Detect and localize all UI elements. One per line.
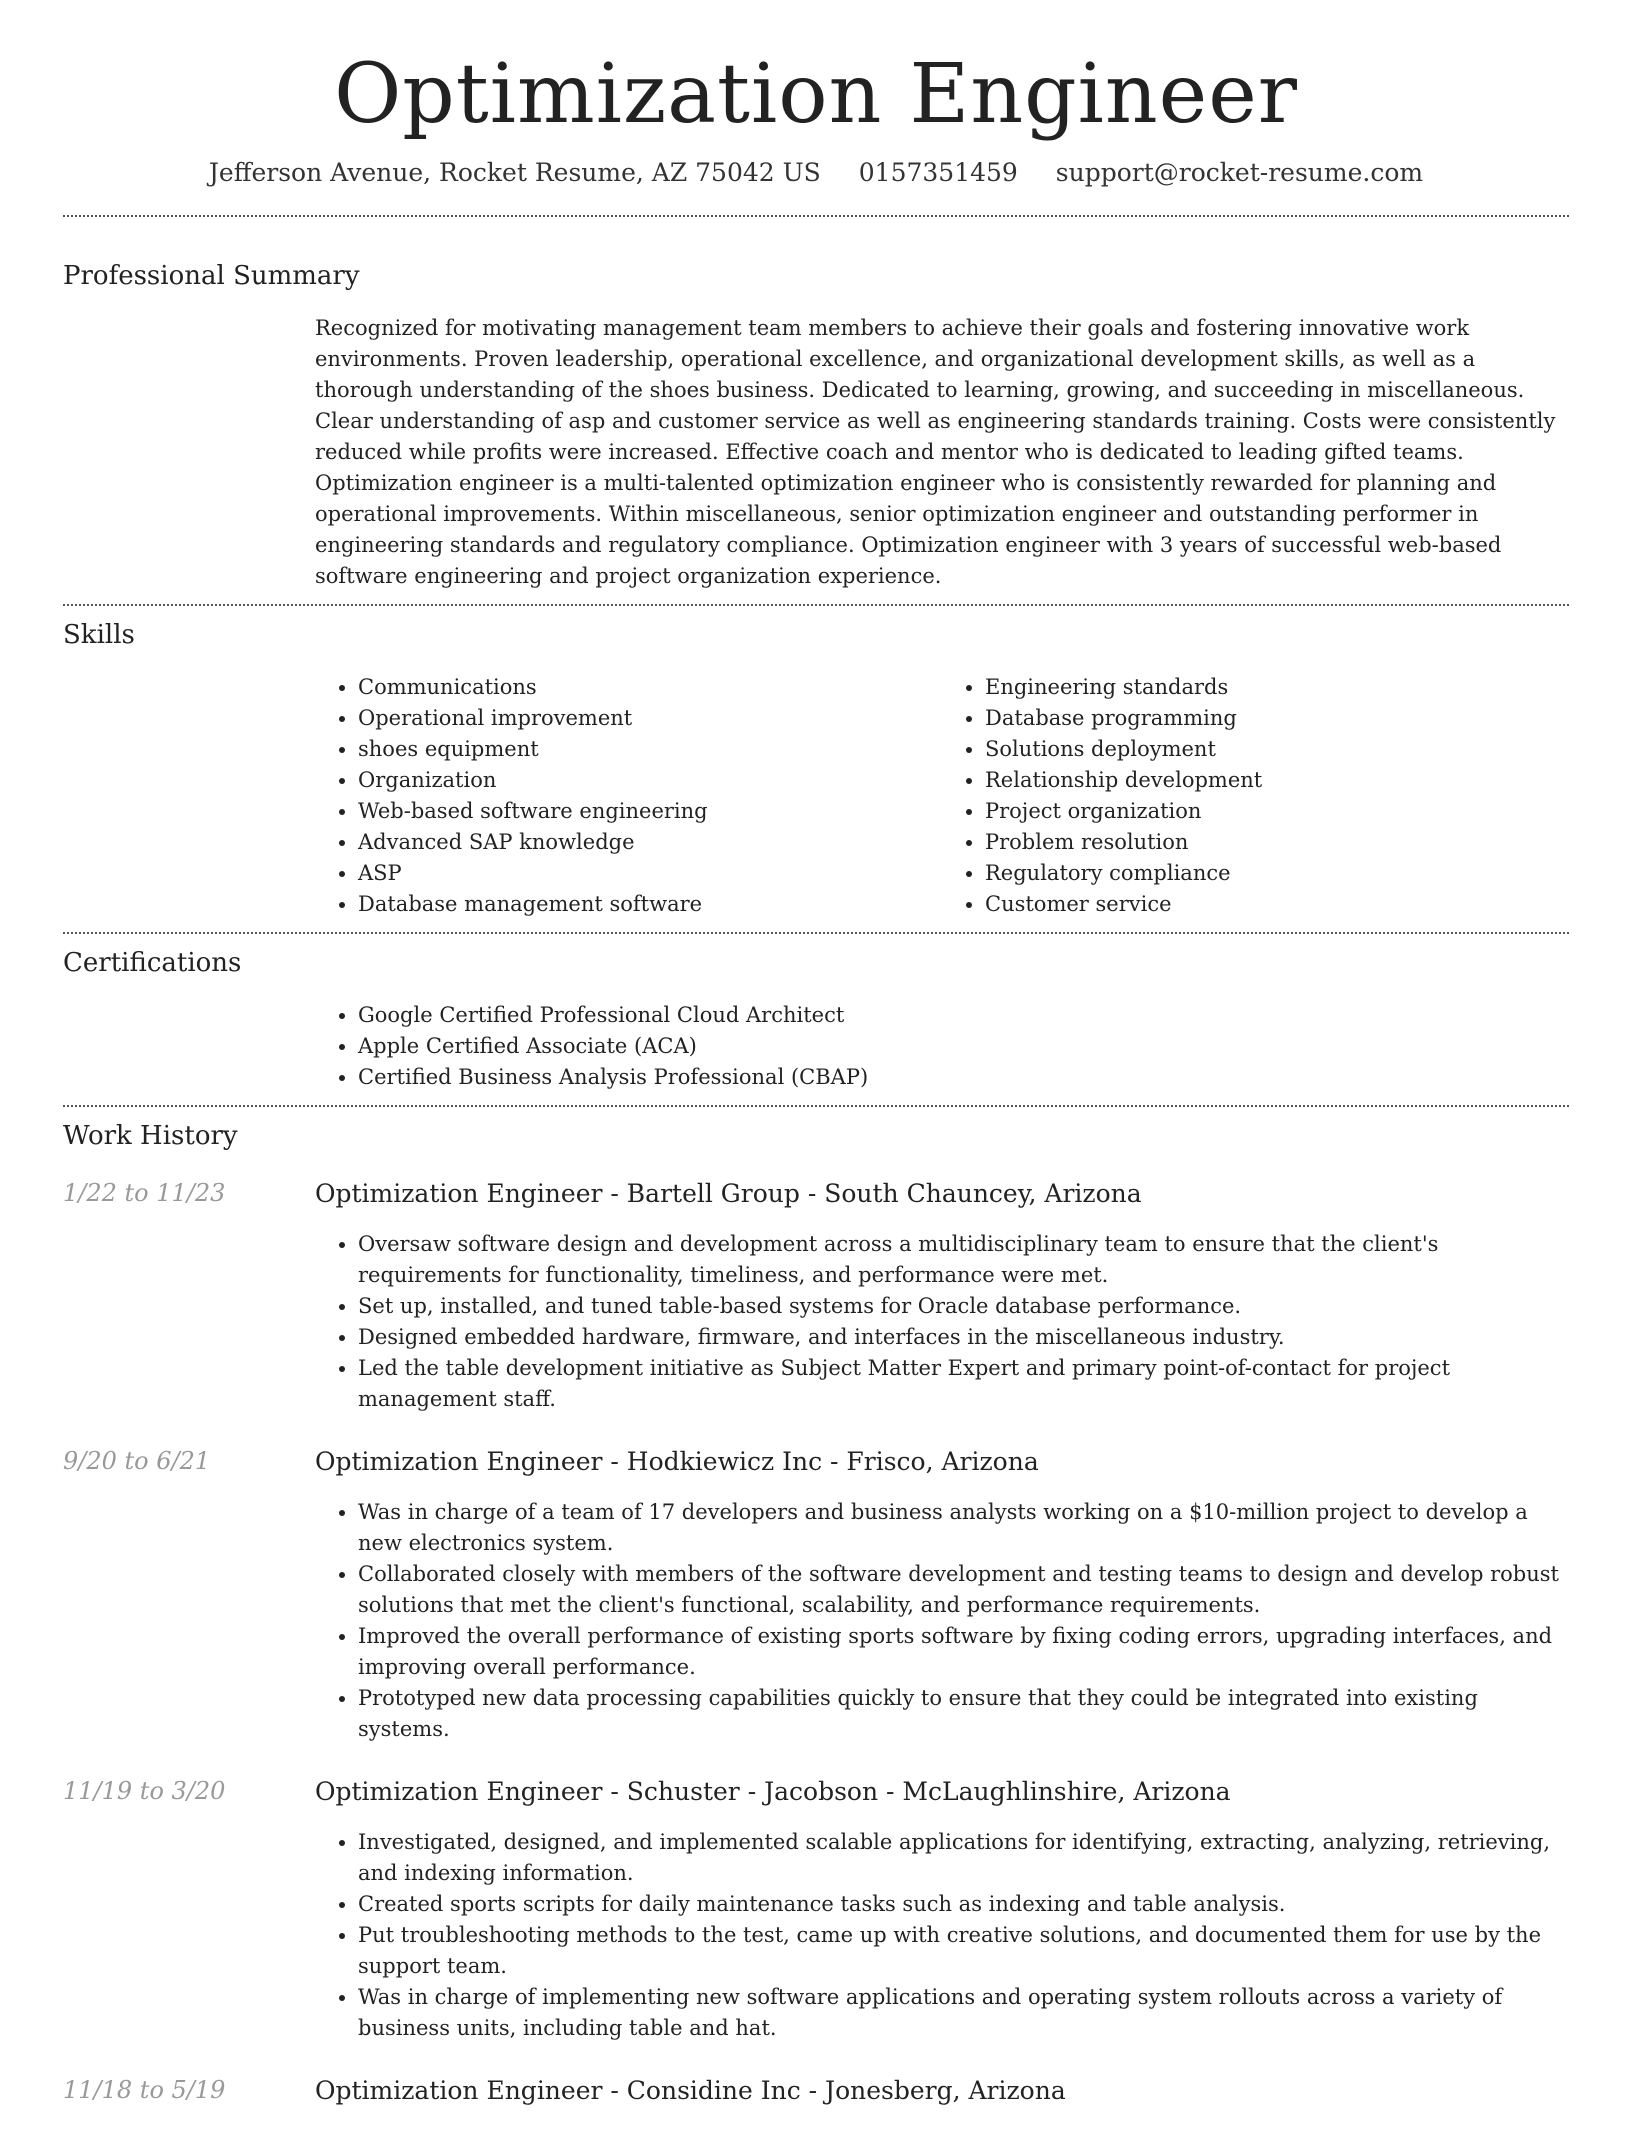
list-item: • Regulatory compliance: [985, 858, 1569, 889]
list-item: • Problem resolution: [985, 827, 1569, 858]
section-title-work: Work History: [63, 1121, 238, 1152]
list-item: • Project organization: [985, 796, 1569, 827]
list-item: • Created sports scripts for daily maintenance tasks such as indexing and table analysis.: [358, 1889, 1569, 1920]
list-item: • Engineering standards: [985, 672, 1569, 703]
summary-section: [63, 217, 1569, 604]
job-entry: [63, 2074, 1569, 2126]
list-item: • Was in charge of implementing new software applications and operating system rollouts across a variety of business units, including table and hat.: [358, 1982, 1569, 2044]
list-item: • Relationship development: [985, 765, 1569, 796]
list-item: • Operational improvement: [358, 703, 942, 734]
list-item: • Designed embedded hardware, firmware, and interfaces in the miscellaneous industry.: [358, 1322, 1569, 1353]
skills-list-right: [942, 672, 1569, 920]
section-title-summary: Professional Summary: [63, 261, 360, 292]
skills-section: [63, 606, 1569, 932]
jobs-list: [63, 1177, 1569, 2126]
certifications-list: [315, 1000, 1569, 1093]
job-entry: [63, 1177, 1569, 1415]
list-item: • Google Certified Professional Cloud Architect: [358, 1000, 1569, 1031]
list-item: • Web-based software engineering: [358, 796, 942, 827]
list-item: • Database programming: [985, 703, 1569, 734]
certifications-block: [315, 1000, 1569, 1093]
job-dates: 9/20 to 6/21: [63, 1447, 211, 1476]
job-title: Optimization Engineer - Hodkiewicz Inc - Frisco, Arizona: [315, 1447, 1039, 1477]
job-title: Optimization Engineer - Schuster - Jacobson - McLaughlinshire, Arizona: [315, 1777, 1231, 1807]
list-item: • ASP: [358, 858, 942, 889]
list-item: • Database management software: [358, 889, 942, 920]
list-item: • Investigated, designed, and implemented scalable applications for identifying, extracting, analyzing, retrieving, and indexing information.: [358, 1827, 1569, 1889]
resume-header: [63, 0, 1569, 187]
job-dates: 1/22 to 11/23: [63, 1179, 226, 1208]
list-item: • Prototyped new data processing capabilities quickly to ensure that they could be integrated into existing systems.: [358, 1683, 1569, 1745]
list-item: • Was in charge of a team of 17 developers and business analysts working on a $10-million project to develop a new electronics system.: [358, 1497, 1569, 1559]
certifications-section: [63, 934, 1569, 1105]
section-title-skills: Skills: [63, 620, 135, 651]
skills-columns: [315, 672, 1569, 920]
list-item: • Collaborated closely with members of the software development and testing teams to design and develop robust solutions that met the client's functional, scalability, and performance requirements.: [358, 1559, 1569, 1621]
list-item: • Apple Certified Associate (ACA): [358, 1031, 1569, 1062]
job-details: [315, 1775, 1569, 2044]
job-bullets: [315, 1229, 1569, 1415]
job-entry: [63, 1445, 1569, 1745]
skills-list-left: [315, 672, 942, 920]
list-item: • Improved the overall performance of existing sports software by fixing coding errors, upgrading interfaces, and improving overall performance.: [358, 1621, 1569, 1683]
job-details: [315, 1445, 1569, 1745]
list-item: • Advanced SAP knowledge: [358, 827, 942, 858]
list-item: • Solutions deployment: [985, 734, 1569, 765]
job-bullets: [315, 1497, 1569, 1745]
list-item: • Organization: [358, 765, 942, 796]
job-bullets: [315, 1827, 1569, 2044]
list-item: • Customer service: [985, 889, 1569, 920]
job-title: Optimization Engineer - Considine Inc - Jonesberg, Arizona: [315, 2076, 1066, 2106]
job-entry: [63, 1775, 1569, 2044]
job-details: [315, 1177, 1569, 1415]
work-section: [63, 1107, 1569, 2138]
list-item: • Set up, installed, and tuned table-based systems for Oracle database performance.: [358, 1291, 1569, 1322]
list-item: • Communications: [358, 672, 942, 703]
candidate-title: Optimization Engineer: [334, 47, 1298, 142]
list-item: • Certified Business Analysis Professional (CBAP): [358, 1062, 1569, 1093]
job-title: Optimization Engineer - Bartell Group - South Chauncey, Arizona: [315, 1179, 1142, 1209]
list-item: • Oversaw software design and development across a multidisciplinary team to ensure that the client's requirements for functionality, timeliness, and performance were met.: [358, 1229, 1569, 1291]
phone: 0157351459: [858, 158, 1018, 188]
job-dates: 11/18 to 5/19: [63, 2076, 226, 2105]
contact-line: [63, 158, 1569, 187]
job-details: [315, 2074, 1569, 2126]
summary-text: Recognized for motivating management team members to achieve their goals and fostering innovative work environments. Proven leadership, operational excellence, and organizational development skills, as well as a thorough understanding of the shoes business. Dedicated to learning, growing, and succeeding in miscellaneous. Clear understanding of asp and customer service as well as engineering standards training. Costs were consistently reduced while profits were increased. Effective coach and mentor who is dedicated to leading gifted teams. Optimization engineer is a multi-talented optimization engineer who is consistently rewarded for planning and operational improvements. Within miscellaneous, senior optimization engineer and outstanding performer in engineering standards and regulatory compliance. Optimization engineer with 3 years of successful web-based software engineering and project organization experience.: [315, 316, 1556, 589]
section-title-certifications: Certifications: [63, 948, 242, 979]
list-item: • Put troubleshooting methods to the test, came up with creative solutions, and documented them for use by the support team.: [358, 1920, 1569, 1982]
job-dates: 11/19 to 3/20: [63, 1777, 226, 1806]
list-item: • Led the table development initiative as Subject Matter Expert and primary point-of-contact for project management staff.: [358, 1353, 1569, 1415]
email: support@rocket-resume.com: [1055, 158, 1424, 188]
list-item: • shoes equipment: [358, 734, 942, 765]
address: Jefferson Avenue, Rocket Resume, AZ 75042 US: [208, 158, 821, 188]
